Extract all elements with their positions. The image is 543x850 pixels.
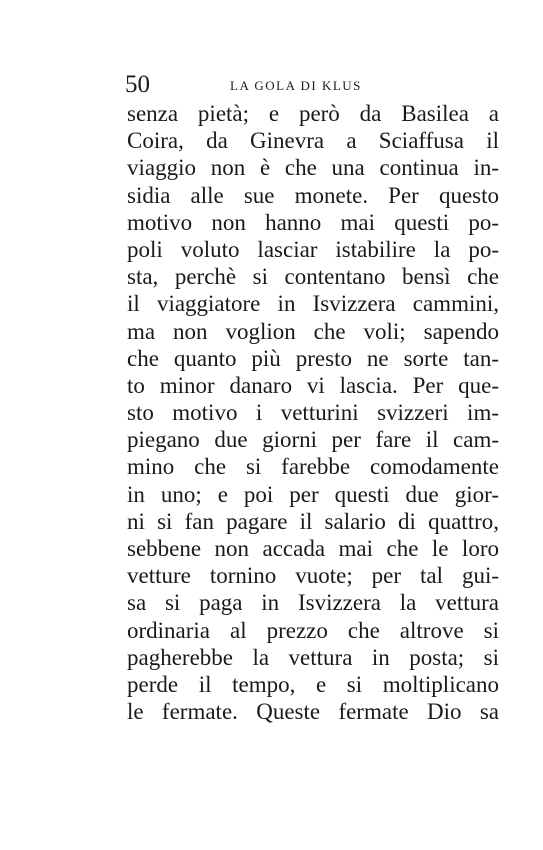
text-line: Coira, da Ginevra a Sciaffusa il: [127, 128, 499, 154]
text-line: sebbene non accada mai che le loro: [127, 536, 499, 561]
text-line: sta, perchè si contentano bensì che: [127, 264, 499, 290]
text-line: sto motivo i vetturini svizzeri im-: [127, 400, 499, 426]
text-line: piegano due giorni per fare il cam-: [127, 427, 499, 453]
body-text: [127, 100, 499, 725]
text-line: ma non voglion che voli; sapendo: [127, 318, 499, 344]
text-line: ordinaria al prezzo che altrove si: [127, 617, 499, 643]
text-line: pagherebbe la vettura in posta; si: [127, 644, 499, 670]
text-line: vetture tornino vuote; per tal gui-: [127, 563, 499, 589]
running-head: LA GOLA DI KLUS: [230, 78, 362, 93]
text-line: il viaggiatore in Isvizzera cammini,: [127, 291, 499, 317]
text-line: che quanto più presto ne sorte tan-: [127, 345, 499, 371]
text-line: motivo non hanno mai questi po-: [127, 209, 499, 235]
text-line: to minor danaro vi lascia. Per que-: [127, 372, 499, 398]
text-line: poli voluto lasciar istabilire la po-: [127, 236, 499, 262]
text-line: le fermate. Queste fermate Dio sa: [127, 699, 499, 725]
text-line: ni si fan pagare il salario di quattro,: [127, 508, 499, 534]
text-line: sa si paga in Isvizzera la vettura: [127, 590, 499, 616]
text-line: senza pietà; e però da Basilea a: [127, 101, 499, 126]
text-line: sidia alle sue monete. Per questo: [127, 182, 499, 208]
text-line: mino che si farebbe comodamente: [127, 454, 499, 480]
text-line: viaggio non è che una continua in-: [127, 155, 499, 181]
text-line: perde il tempo, e si moltiplicano: [127, 671, 499, 697]
page-header: [125, 70, 497, 100]
text-line: in uno; e poi per questi due gior-: [127, 481, 499, 507]
page-number: 50: [125, 71, 150, 98]
